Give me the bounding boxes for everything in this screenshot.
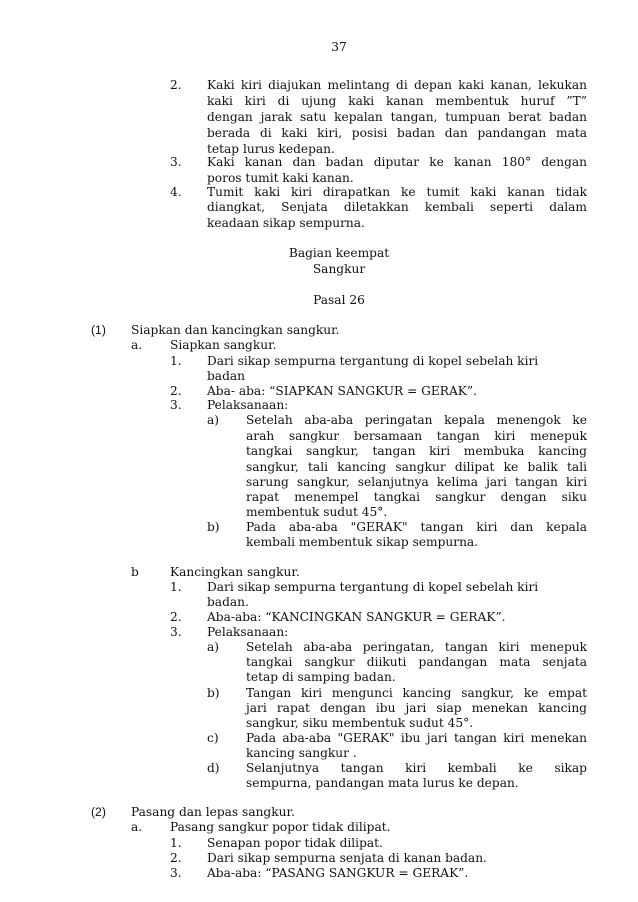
subitem-line: sangkur, tali kancing sangkur dilipat ke balik tali [246,460,587,474]
clause-title: Siapkan dan kancingkan sangkur. [131,323,340,337]
subitem-line: Pada aba-aba "GERAK" ibu jari tangan kiri menekan [246,731,587,745]
subitem-letter: b) [207,520,220,534]
section-heading-bagian: Bagian keempat [288,246,390,260]
item-number: 1. [170,836,182,850]
subitem-letter: a) [207,413,220,427]
item-line: kaki kiri di ujung kaki kanan membentuk huruf ”T” [207,94,587,108]
item-line: Pelaksanaan: [207,398,289,412]
subclause-title: Siapkan sangkur. [170,338,277,352]
item-line: dengan jarak satu kepalan tangan, tumpuan berat badan [207,110,587,124]
subitem-line: tetap di samping badan. [246,670,396,684]
item-number: 3. [170,625,182,639]
item-line: Senapan popor tidak dilipat. [207,836,383,850]
item-line: tetap lurus kedepan. [207,142,335,156]
item-line: diangkat, Senjata diletakkan kembali seperti dalam [207,200,587,214]
subitem-line: jari rapat dengan ibu jari siap menekan kancing [246,701,587,715]
subitem-line: Setelah aba-aba peringatan, tangan kiri menepuk [246,640,587,654]
subitem-line: sangkur, siku membentuk sudut 45°. [246,716,474,730]
clause-number: (1) [91,323,106,337]
subitem-line: kancing sangkur . [246,746,357,760]
subitem-letter: b) [207,686,220,700]
item-line: keadaan sikap sempurna. [207,216,365,230]
subitem-line: Pada aba-aba "GERAK" tangan kiri dan kepala [246,520,587,534]
subclause-letter: a. [131,338,143,352]
subitem-line: sarung sangkur, selanjutnya kelima jari tangan kiri [246,475,587,489]
item-line: poros tumit kaki kanan. [207,171,354,185]
item-line: Dari sikap sempurna tergantung di kopel sebelah kiri [207,580,539,594]
clause-title: Pasang dan lepas sangkur. [131,805,295,819]
item-number: 2. [170,610,182,624]
subitem-line: tangkai sangkur, tangan kiri membuka kancing [246,444,587,458]
item-number: 1. [170,354,182,368]
subitem-line: membentuk sudut 45°. [246,505,388,519]
section-heading-title: Sangkur [312,262,366,276]
subitem-line: sempurna, pandangan mata lurus ke depan. [246,776,519,790]
subitem-line: tangkai sangkur diikuti pandangan mata senjata [246,655,587,669]
item-number: 2. [170,78,182,92]
page-number: 37 [331,40,347,54]
section-heading-pasal: Pasal 26 [313,293,365,307]
item-line: Tumit kaki kiri dirapatkan ke tumit kaki kanan tidak [207,185,587,199]
subclause-letter: b [131,565,139,579]
item-number: 2. [170,851,182,865]
subitem-letter: d) [207,761,220,775]
subclause-letter: a. [131,820,143,834]
subitem-line: Setelah aba-aba peringatan kepala menengok ke [246,413,587,427]
subitem-line: rapat menempel tangkai sangkur dengan siku [246,490,587,504]
subitem-letter: c) [207,731,219,745]
item-line: Dari sikap sempurna senjata di kanan badan. [207,851,487,865]
subitem-line: Tangan kiri mengunci kancing sangkur, ke empat [246,686,587,700]
subclause-title: Kancingkan sangkur. [170,565,300,579]
item-number: 1. [170,580,182,594]
item-line: Pelaksanaan: [207,625,289,639]
item-line: Aba-aba: “KANCINGKAN SANGKUR = GERAK”. [207,610,506,624]
subclause-title: Pasang sangkur popor tidak dilipat. [170,820,391,834]
item-line: Dari sikap sempurna tergantung di kopel sebelah kiri [207,354,539,368]
item-number: 4. [170,185,182,199]
subitem-letter: a) [207,640,220,654]
item-number: 3. [170,155,182,169]
clause-number: (2) [91,805,106,819]
subitem-line: kembali membentuk sikap sempurna. [246,535,479,549]
item-line: Aba-aba: “PASANG SANGKUR = GERAK”. [207,866,469,880]
item-line: badan [207,369,245,383]
item-line: Kaki kiri diajukan melintang di depan kaki kanan, lekukan [207,78,587,92]
item-line: berada di kaki kiri, posisi badan dan pandangan mata [207,126,587,140]
item-line: badan. [207,595,249,609]
item-number: 2. [170,384,182,398]
item-number: 3. [170,866,182,880]
item-line: Kaki kanan dan badan diputar ke kanan 180° dengan [207,155,587,169]
subitem-line: Selanjutnya tangan kiri kembali ke sikap [246,761,587,775]
subitem-line: arah sangkur bersamaan tangan kiri menepuk [246,429,587,443]
item-number: 3. [170,398,182,412]
item-line: Aba- aba: “SIAPKAN SANGKUR = GERAK”. [207,384,477,398]
